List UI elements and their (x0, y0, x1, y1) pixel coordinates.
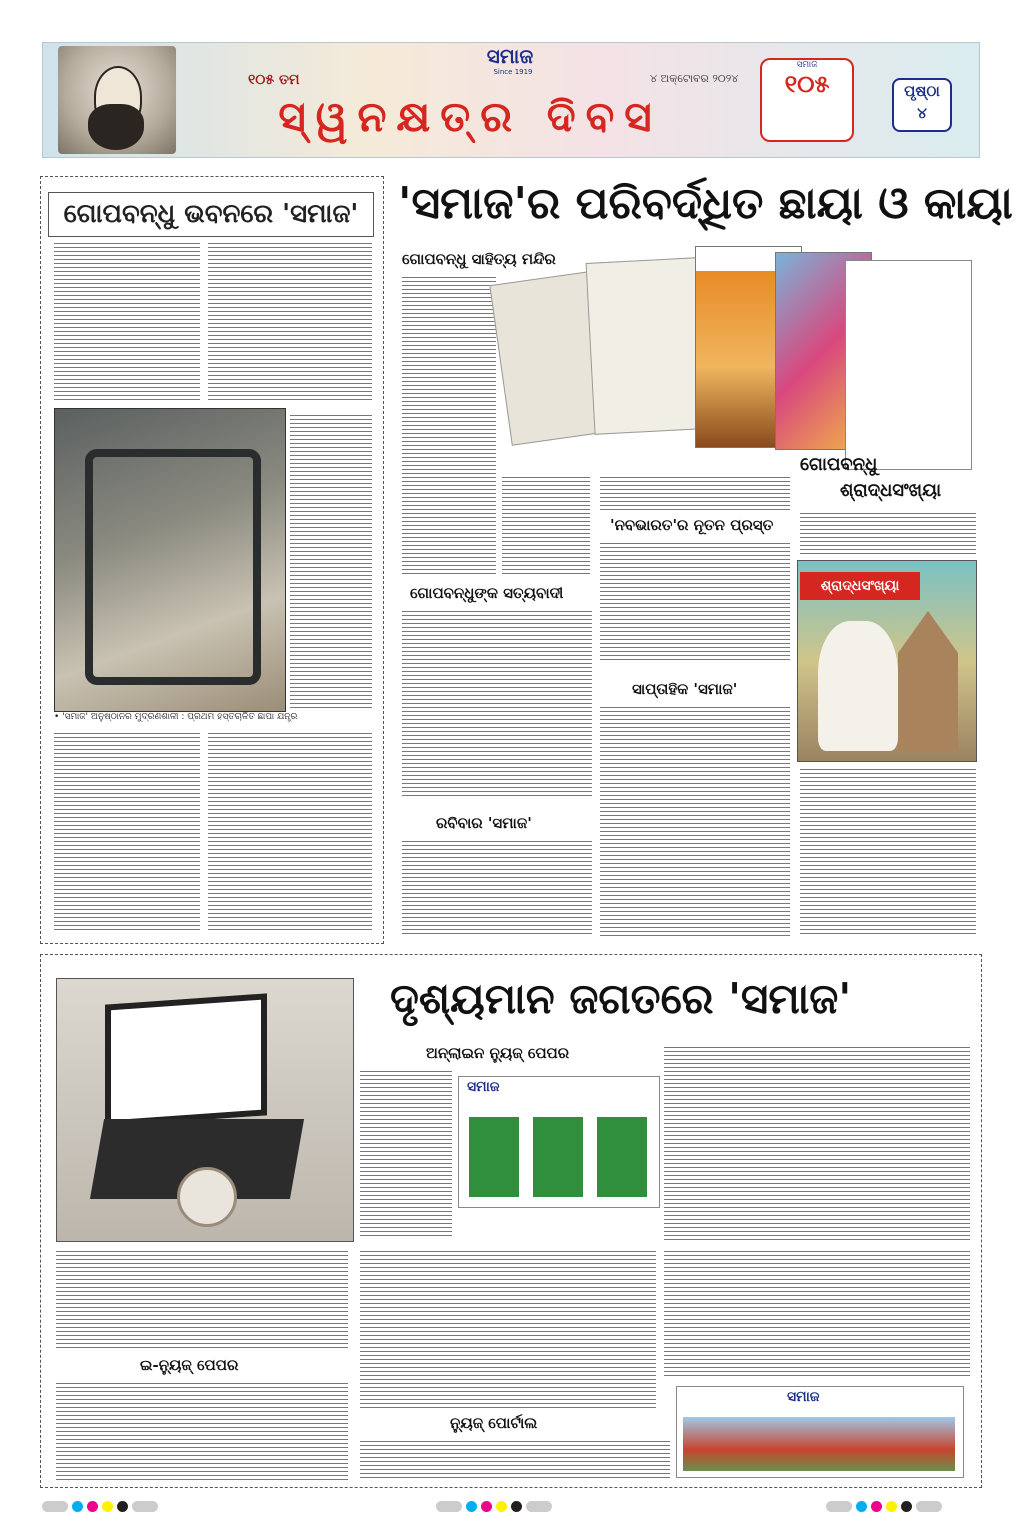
section-sahitya-mandir: ଗୋପବନ୍ଧୁ ସାହିତ୍ୟ ମନ୍ଦିର (402, 250, 556, 268)
page-number: ୪ (917, 104, 927, 122)
side-text-bottom (800, 766, 976, 936)
bottom-text-col7 (360, 1438, 670, 1480)
printing-press-photo (54, 408, 286, 712)
bottom-text-col6 (56, 1380, 348, 1480)
portal-logo: ସମାଜ (787, 1389, 820, 1405)
bottom-text-col5 (664, 1248, 970, 1378)
epaper-logo: ସମାଜ (467, 1079, 500, 1095)
samaja-logo: ସମାଜ (486, 44, 534, 68)
left-story-headline: ଗୋପବନ୍ଧୁ ଭବନରେ 'ସମାଜ' (48, 192, 374, 237)
side-headline-line2: ଶ୍ରାଦ୍ଧସଂଖ୍ୟା (840, 480, 942, 501)
edition-label: ୧୦୫ ତମ (248, 72, 300, 88)
bottom-text-col4 (360, 1248, 656, 1408)
section-sunday-samaja: ରବିବାର 'ସମାଜ' (436, 814, 532, 832)
side-text-top (800, 510, 976, 556)
left-text-col1 (54, 240, 200, 400)
register-marks-right (826, 1496, 976, 1512)
main-text-col2 (502, 474, 590, 574)
issue-date: ୪ ଅକ୍ଟୋବର ୨୦୨୪ (650, 72, 739, 85)
section-e-newspaper: ଇ-ନ୍ୟୁଜ୍ ପେପର (140, 1356, 239, 1374)
bottom-text-col2 (664, 1044, 970, 1240)
section-news-portal: ନ୍ୟୁଜ୍ ପୋର୍ଟାଲ (450, 1414, 538, 1432)
bottom-text-col3 (56, 1248, 348, 1348)
left-text-col2 (208, 240, 372, 400)
main-text-col7 (402, 838, 592, 936)
press-photo-caption: • 'ସମାଜ' ଅନୁଷ୍ଠାନର ମୁଦ୍ରଣଶାଳୀ : ପ୍ରଥମ ହସ୍ତଚାଳିତ ଛାପା ଯନ୍ତ୍ର (54, 712, 298, 722)
badge-number: ୧୦୫ (784, 69, 830, 98)
bottom-text-col1 (360, 1068, 452, 1238)
section-weekly-samaja: ସାପ୍ତାହିକ 'ସମାଜ' (632, 680, 738, 698)
main-text-col6 (600, 704, 790, 936)
bottom-story-headline: ଦୃଶ୍ୟମାନ ଜଗତରେ 'ସମାଜ' (390, 974, 852, 1023)
main-text-col4 (600, 540, 790, 660)
page-label: ପୃଷ୍ଠା (904, 82, 940, 100)
main-text-col3 (600, 474, 790, 510)
side-headline-line1: ଗୋପବନ୍ଧୁ (800, 454, 878, 475)
banner-title: ସ୍ୱନକ୍ଷତ୍ର ଦିବସ (278, 92, 662, 141)
badge-text: ସମାଜ (796, 60, 818, 70)
main-text-col5 (402, 608, 592, 798)
news-portal-screenshot (676, 1386, 964, 1478)
section-satyabadi: ଗୋପବନ୍ଧୁଙ୍କ ସତ୍ୟବାଦୀ (410, 584, 564, 602)
register-marks-left (42, 1496, 192, 1512)
cover-title: ଶ୍ରାଦ୍ଧସଂଖ୍ୟା (800, 572, 920, 600)
epaper-screenshot (458, 1076, 660, 1208)
logo-subtitle: Since 1919 (493, 68, 533, 76)
main-text-col1 (402, 274, 496, 574)
page-number-box (892, 78, 952, 132)
section-online-newspaper: ଅନ୍‌ଲାଇନ ନ୍ୟୁଜ୍ ପେପର (426, 1044, 570, 1062)
newspaper-collage (500, 246, 970, 468)
left-text-col5 (208, 730, 372, 930)
anniversary-badge (760, 58, 854, 142)
founder-portrait (58, 46, 176, 154)
register-marks-center (436, 1496, 586, 1512)
laptop-photo (56, 978, 354, 1242)
section-nabbharat: 'ନବଭାରତ'ର ନୂତନ ପ୍ରସ୍ତ (610, 516, 774, 534)
left-text-col4 (54, 730, 200, 930)
left-text-col3 (290, 412, 372, 708)
main-story-headline: 'ସମାଜ'ର ପରିବର୍ଦ୍ଧିତ ଛାୟା ଓ କାୟା (398, 178, 1013, 229)
